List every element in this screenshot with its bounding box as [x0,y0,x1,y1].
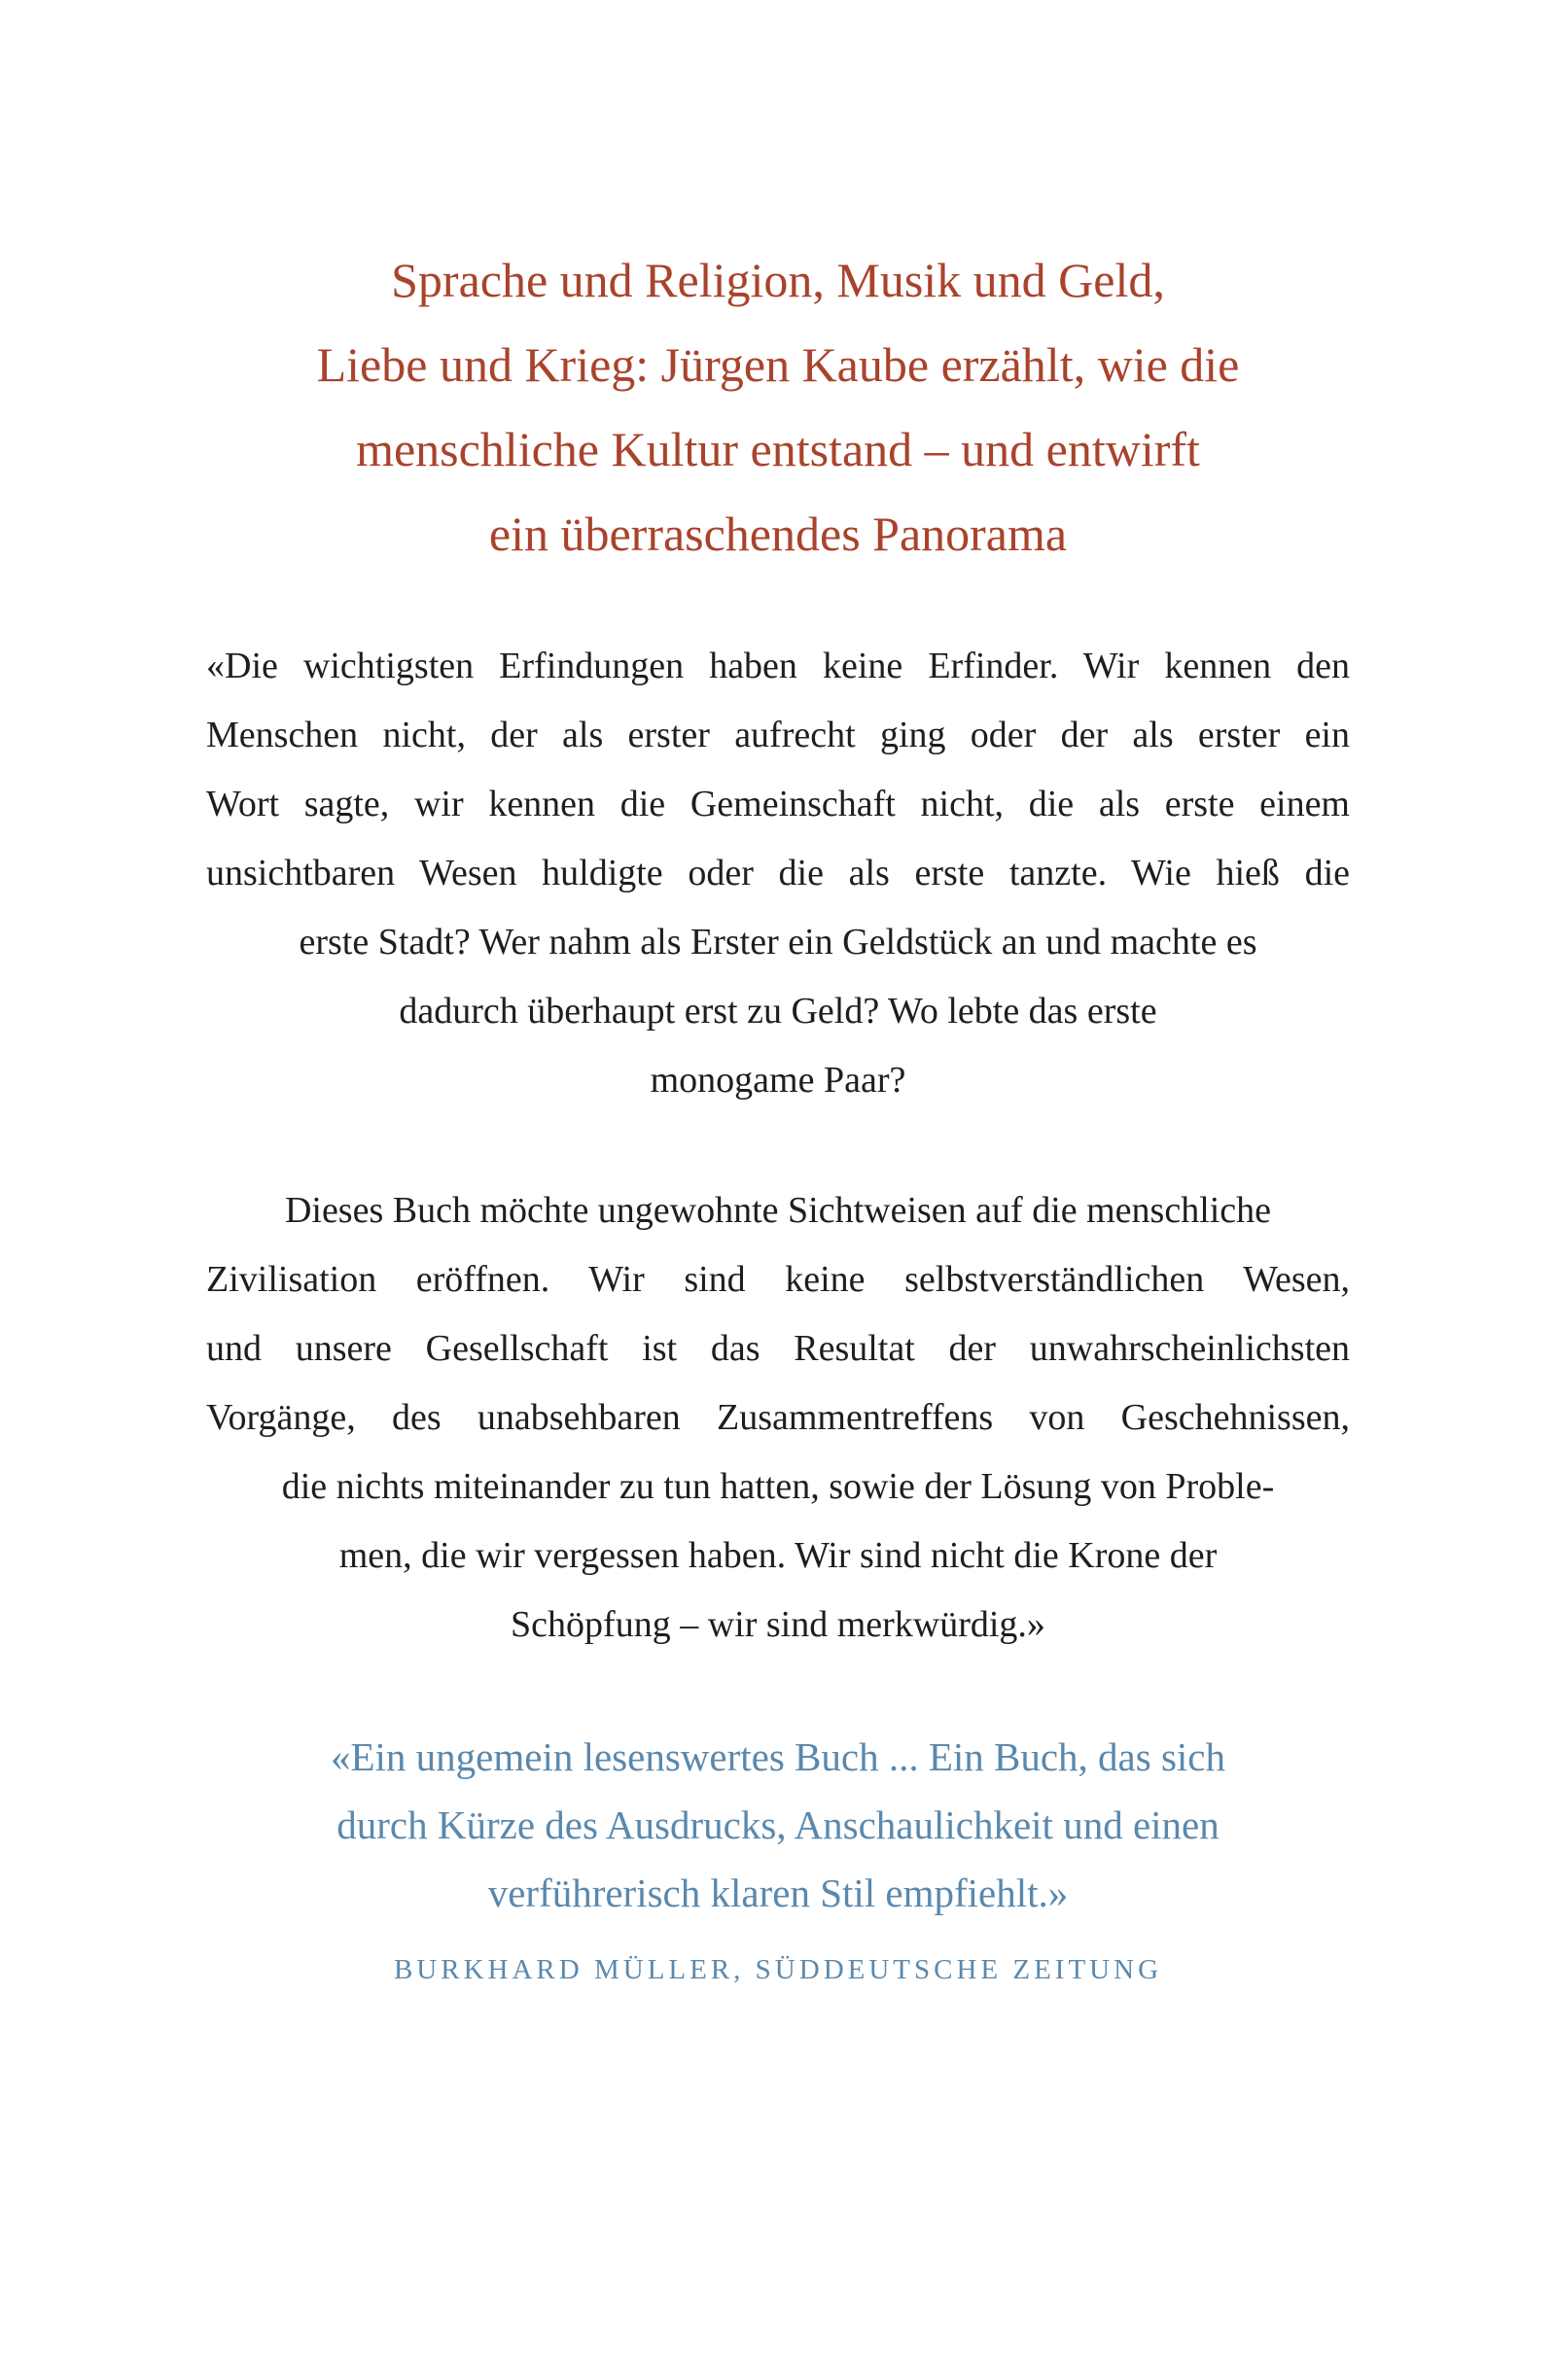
review-line: verführerisch klaren Stil empfiehlt.» [487,1871,1069,1915]
headline-line: menschliche Kultur entstand – und entwirft [356,422,1200,476]
paragraph-line: Zivilisation eröffnen. Wir sind keine selbstverständlichen Wesen, [206,1259,1350,1300]
paragraph-line: Menschen nicht, der als erster aufrecht ging oder der als erster ein [206,715,1350,755]
paragraph-line: «Die wichtigsten Erfindungen haben keine Erfinder. Wir kennen den [206,646,1350,686]
paragraph-line: dadurch überhaupt erst zu Geld? Wo lebte das erste [399,991,1157,1032]
review-line: durch Kürze des Ausdrucks, Anschaulichkeit und einen [336,1802,1220,1847]
headline-line: Sprache und Religion, Musik und Geld, [391,253,1165,307]
paragraph-line: men, die wir vergessen haben. Wir sind nicht die Krone der [338,1535,1218,1576]
review-line: «Ein ungemein lesenswertes Buch ... Ein Buch, das sich [330,1734,1226,1779]
paragraph-line: unsichtbaren Wesen huldigte oder die als erste tanzte. Wie hieß die [206,853,1350,893]
paragraph-line: monogame Paar? [650,1060,906,1101]
paragraph-line: Dieses Buch möchte ungewohnte Sichtweisen auf die menschliche [284,1190,1272,1231]
author-quote-paragraph-1 [206,632,1350,1115]
headline-line: Liebe und Krieg: Jürgen Kaube erzählt, wie die [316,337,1240,392]
paragraph-line: und unsere Gesellschaft ist das Resultat der unwahrscheinlichsten [206,1328,1350,1369]
paragraph-line: Vorgänge, des unabsehbaren Zusammentreffens von Geschehnissen, [206,1397,1350,1438]
paragraph-line: die nichts miteinander zu tun hatten, sowie der Lösung von Proble- [281,1466,1275,1507]
paragraph-line: erste Stadt? Wer nahm als Erster ein Geldstück an und machte es [299,922,1257,962]
review-attribution: BURKHARD MÜLLER, SÜDDEUTSCHE ZEITUNG [393,1954,1163,1985]
headline [194,238,1362,577]
paragraph-line: Wort sagte, wir kennen die Gemeinschaft nicht, die als erste einem [206,784,1350,824]
author-quote-paragraph-2 [206,1176,1350,1660]
headline-line: ein überraschendes Panorama [488,507,1068,561]
press-review-quote [194,1723,1362,1927]
paragraph-line: Schöpfung – wir sind merkwürdig.» [511,1604,1045,1645]
